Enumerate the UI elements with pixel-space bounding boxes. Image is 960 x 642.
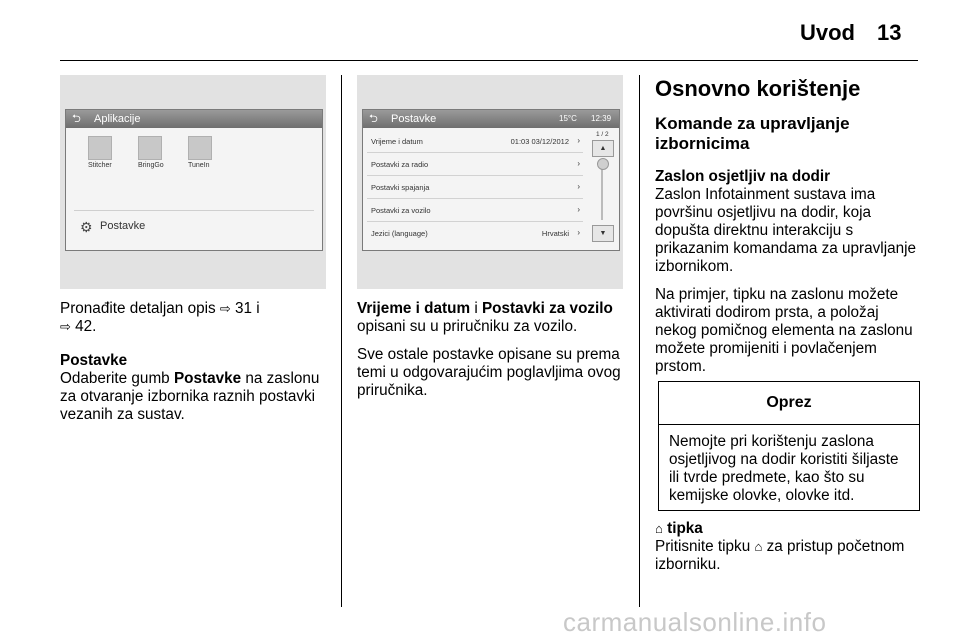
scroll-up-button[interactable]: ▲ (592, 140, 614, 157)
paragraph-reference: Pronađite detaljan opis ⇨ 31 i ⇨ 42. (60, 300, 260, 335)
row-label: Postavki za radio (371, 160, 429, 169)
scroll-down-button[interactable]: ▼ (592, 225, 614, 242)
chevron-right-icon: › (577, 205, 580, 214)
row-label: Postavki spajanja (371, 183, 430, 192)
caution-text: Nemojte pri korištenju zaslona osjetljivog na dodir koristiti šiljaste ili tvrde predmete, kao što su kemijske olovke, olovke itd. (669, 433, 899, 504)
settings-button-label: Postavke (100, 220, 146, 232)
paragraph-time-vehicle: Vrijeme i datum i Postavki za vozilo opisani su u priručniku za vozilo. (357, 300, 613, 335)
scrollbar-thumb[interactable] (597, 158, 609, 170)
chevron-right-icon: › (577, 228, 580, 237)
row-label: Jezici (language) (371, 229, 428, 238)
home-icon: ⌂ (655, 521, 663, 536)
applications-screen (65, 109, 323, 251)
app-tile-tunein[interactable] (188, 136, 212, 160)
settings-button[interactable] (74, 210, 314, 243)
applications-titlebar (66, 110, 322, 128)
row-value: Hrvatski (541, 229, 569, 238)
reference-arrow-icon: ⇨ (219, 301, 231, 316)
example-paragraph: Na primjer, tipku na zaslonu možete aktivirati dodirom prsta, a položaj nekog pomičnog elementa na zaslonu možete promijeniti i povlačenjem prstom. (655, 286, 913, 375)
row-value: 01:03 03/12/2012 (510, 137, 569, 146)
settings-row-connection[interactable] (367, 176, 583, 199)
screenshot-applications (60, 75, 326, 289)
app-tile-stitcher[interactable] (88, 136, 112, 160)
settings-paragraph: Postavke Odaberite gumb Postavke na zaslonu za otvaranje izbornika raznih postavki vezanih za sustav. (60, 352, 320, 423)
settings-screen (362, 109, 620, 251)
chevron-right-icon: › (577, 136, 580, 145)
section-heading: Postavke (60, 352, 128, 369)
chevron-right-icon: › (577, 159, 580, 168)
chevron-right-icon: › (577, 182, 580, 191)
row-label: Postavki za vozilo (371, 206, 431, 215)
app-label: BringGo (138, 162, 164, 169)
screenshot-settings (357, 75, 623, 289)
app-tile-bringgo[interactable] (138, 136, 162, 160)
subsection-title: Komande za upravljanje izbornicima (655, 114, 850, 153)
section-title: Osnovno korištenje (655, 76, 861, 101)
home-icon: ⌂ (754, 539, 763, 554)
app-label: TuneIn (188, 162, 210, 169)
column-divider-2 (639, 75, 640, 607)
settings-row-time-date[interactable] (367, 130, 583, 153)
reference-arrow-icon: ⇨ (60, 319, 71, 334)
settings-row-language[interactable] (367, 222, 583, 244)
screen-title: Aplikacije (94, 113, 141, 125)
page-indicator: 1 / 2 (596, 131, 609, 138)
screen-title: Postavke (391, 113, 437, 125)
column-3-text (655, 76, 921, 386)
settings-gear-icon: ⚙ (80, 219, 93, 235)
clock: 12:39 (591, 114, 612, 123)
home-key-section: ⌂ tipka Pritisnite tipku ⌂ za pristup početnom izborniku. (655, 520, 905, 573)
settings-titlebar (363, 110, 619, 128)
page-number: 13 (877, 20, 902, 45)
back-icon[interactable]: ⮌ (369, 113, 378, 125)
row-label: Vrijeme i datum (371, 137, 423, 146)
caution-title: Oprez (659, 382, 919, 425)
settings-row-radio[interactable] (367, 153, 583, 176)
caution-box (658, 381, 920, 511)
column-2-text (357, 300, 625, 410)
back-icon[interactable]: ⮌ (72, 113, 81, 125)
column-divider-1 (341, 75, 342, 607)
touchscreen-paragraph: Zaslon osjetljiv na dodir Zaslon Infotainment sustava ima površinu osjetljivu na dodir, koja dopušta direktnu interakciju s prikazanim komandama za upravljanje izbornikom. (655, 168, 917, 275)
temperature: 15°C (559, 114, 577, 123)
app-label: Stitcher (88, 162, 112, 169)
chapter-title: Uvod (800, 20, 855, 45)
watermark: carmanualsonline.info (563, 607, 827, 637)
home-key-heading: tipka (667, 520, 703, 537)
column-1-text (60, 300, 328, 434)
paragraph-other-settings: Sve ostale postavke opisane su prema temi u odgovarajućim poglavljima ovog priručnika. (357, 346, 621, 399)
settings-row-vehicle[interactable] (367, 199, 583, 222)
header-rule (60, 60, 918, 61)
